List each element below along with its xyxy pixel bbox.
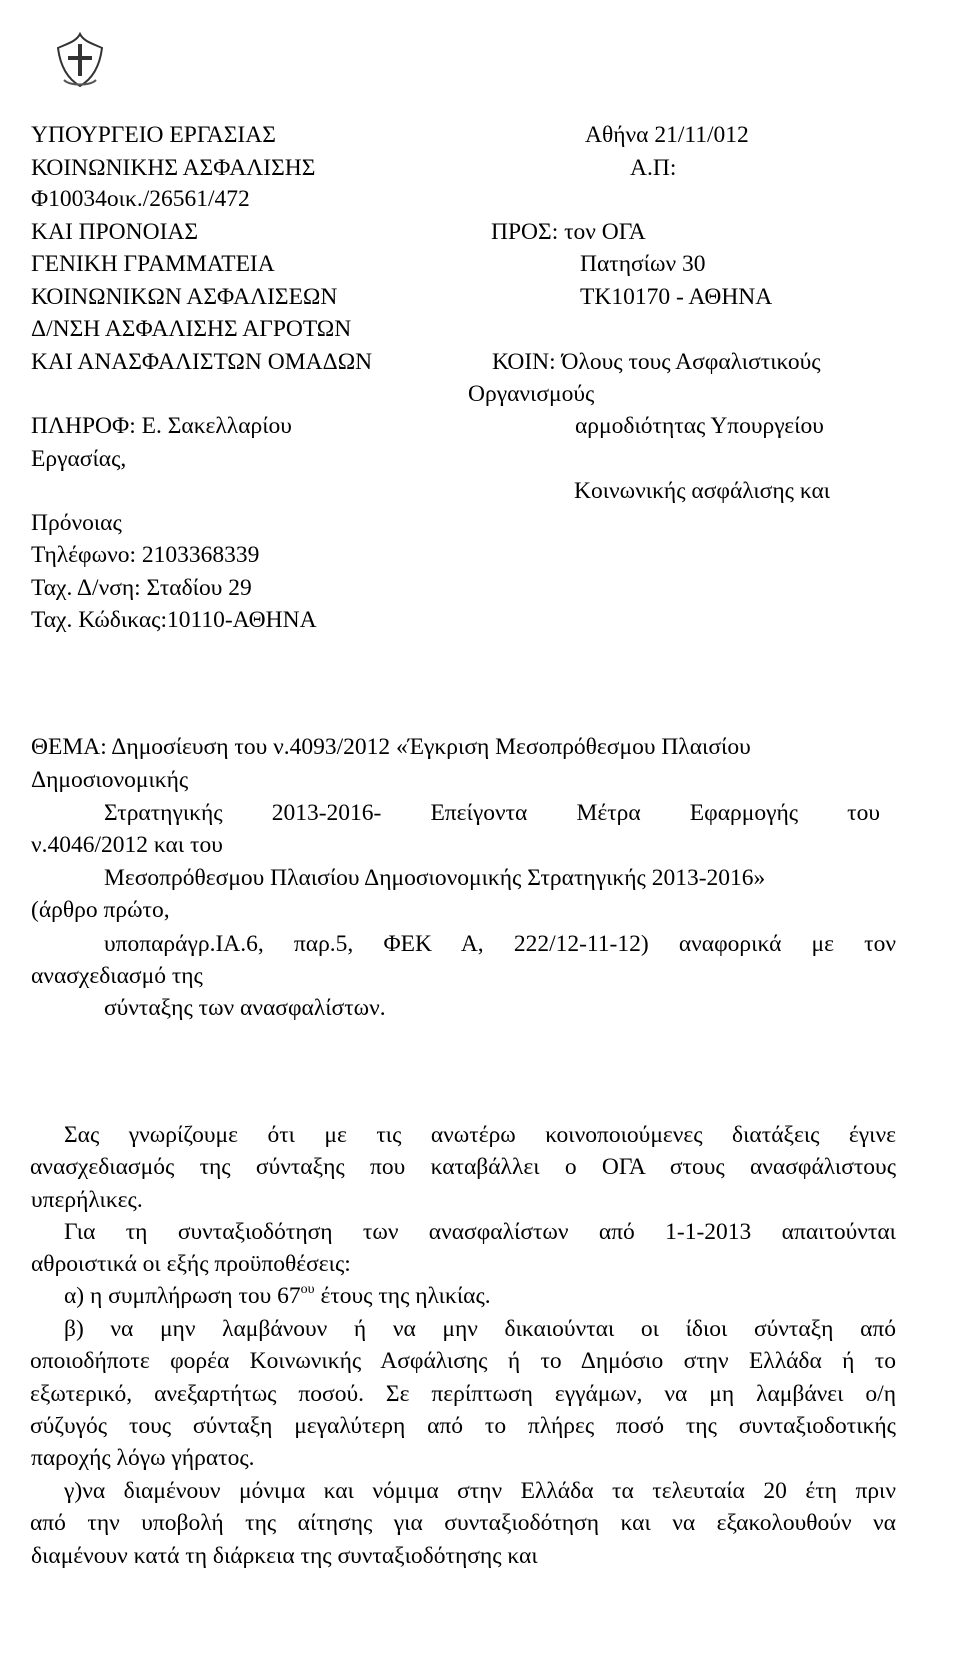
condition-b-line-5: παροχής λόγω γήρατος. [31, 1445, 255, 1471]
info-address: Ταχ. Δ/νση: Σταδίου 29 [31, 575, 252, 601]
info-line-3: Πρόνοιας [31, 510, 122, 536]
greek-emblem-icon [50, 30, 110, 90]
subject-line-5: Μεσοπρόθεσμου Πλαισίου Δημοσιονομικής Στρατηγικής 2013-2016» [104, 865, 766, 891]
ministry-line-3: ΚΑΙ ΠΡΟΝΟΙΑΣ [31, 219, 199, 245]
body-p1-line-1: Σας γνωρίζουμε ότι με τις ανωτέρω κοινοποιούμενες διατάξεις έγινε [64, 1122, 896, 1148]
condition-b-line-2: οποιοδήποτε φορέα Κοινωνικής Ασφάλισης ή το Δημόσιο στην Ελλάδα ή το [30, 1348, 896, 1374]
condition-b-line-3: εξωτερικό, ανεξαρτήτως ποσού. Σε περίπτωση εγγάμων, να μη λαμβάνει ο/η [30, 1381, 896, 1407]
body-p1-line-2: ανασχεδιασμός της σύνταξης που καταβάλλει ο ΟΓΑ στους ανασφάλιστους [30, 1154, 896, 1180]
info-postal: Ταχ. Κώδικας:10110-ΑΘΗΝΑ [31, 607, 317, 633]
info-phone: Τηλέφωνο: 2103368339 [31, 542, 260, 568]
reference-number: Φ10034οικ./26561/472 [31, 186, 250, 212]
subject-line-9: σύνταξης των ανασφαλίστων. [104, 995, 386, 1021]
condition-b-line-1: β) να μην λαμβάνουν ή να μην δικαιούνται οι ίδιοι σύνταξη από [64, 1316, 896, 1342]
body-p1-line-3: υπερήλικες. [31, 1187, 143, 1213]
condition-c-line-2: από την υποβολή της αίτησης για συνταξιοδότηση και να εξακολουθούν να [30, 1510, 896, 1536]
condition-c-line-3: διαμένουν κατά τη διάρκεια της συνταξιοδότησης και [31, 1543, 538, 1569]
koin-line-3: αρμοδιότητας Υπουργείου [575, 413, 824, 439]
subject-line-6: (άρθρο πρώτο, [31, 897, 170, 923]
ministry-line-4: ΓΕΝΙΚΗ ΓΡΑΜΜΑΤΕΙΑ [31, 251, 275, 277]
recipient-postal: ΤΚ10170 - ΑΘΗΝΑ [580, 284, 773, 310]
condition-a-text: α) η συμπλήρωση του 67 [64, 1283, 301, 1309]
ministry-line-5: ΚΟΙΝΩΝΙΚΩΝ ΑΣΦΑΛΙΣΕΩΝ [31, 284, 338, 310]
recipient: ΠΡΟΣ: τον ΟΓΑ [491, 219, 646, 245]
subject-line-8: ανασχεδιασμό της [31, 963, 203, 989]
info-contact: ΠΛΗΡΟΦ: Ε. Σακελλαρίου [31, 413, 292, 439]
body-p2-line-1: Για τη συνταξιοδότηση των ανασφαλίστων από 1-1-2013 απαιτούνται [64, 1219, 896, 1245]
koin-line-4: Κοινωνικής ασφάλισης και [574, 478, 831, 504]
subject-line-2: Δημοσιονομικής [31, 767, 189, 793]
ministry-line-2: ΚΟΙΝΩΝΙΚΗΣ ΑΣΦΑΛΙΣΗΣ [31, 155, 316, 181]
info-line-2: Εργασίας, [31, 446, 127, 472]
koin-line-2: Οργανισμούς [468, 381, 595, 407]
ministry-line-1: ΥΠΟΥΡΓΕΙΟ ΕΡΓΑΣΙΑΣ [31, 122, 276, 148]
subject-line-3: Στρατηγικής 2013-2016- Επείγοντα Μέτρα Εφαρμογής του [104, 800, 880, 826]
subject-line-4: ν.4046/2012 και του [31, 832, 223, 858]
koin-line-1: ΚΟΙΝ: Όλους τους Ασφαλιστικούς [492, 349, 821, 375]
condition-a-superscript: ου [300, 1282, 315, 1297]
letter-date: Αθήνα 21/11/012 [585, 122, 749, 148]
condition-a [64, 1282, 491, 1310]
protocol-number: Α.Π: [630, 155, 677, 181]
condition-b-line-4: σύζυγός τους σύνταξη μεγαλύτερη από το πλήρες ποσό της συνταξιοδοτικής [30, 1413, 896, 1439]
subject-line-1: ΘΕΜΑ: Δημοσίευση του ν.4093/2012 «Έγκριση Μεσοπρόθεσμου Πλαισίου [31, 734, 751, 760]
body-p2-line-2: αθροιστικά οι εξής προϋποθέσεις: [31, 1251, 351, 1277]
subject-line-7: υποπαράγρ.ΙΑ.6, παρ.5, ΦΕΚ Α, 222/12-11-12) αναφορικά με τον [104, 931, 896, 957]
recipient-address: Πατησίων 30 [580, 251, 706, 277]
ministry-line-6: Δ/ΝΣΗ ΑΣΦΑΛΙΣΗΣ ΑΓΡΟΤΩΝ [31, 316, 352, 342]
ministry-line-7: ΚΑΙ ΑΝΑΣΦΑΛΙΣΤΩΝ ΟΜΑΔΩΝ [31, 349, 373, 375]
condition-a-text-end: έτους της ηλικίας. [314, 1283, 491, 1309]
condition-c-line-1: γ)να διαμένουν μόνιμα και νόμιμα στην Ελλάδα τα τελευταία 20 έτη πριν [64, 1478, 896, 1504]
